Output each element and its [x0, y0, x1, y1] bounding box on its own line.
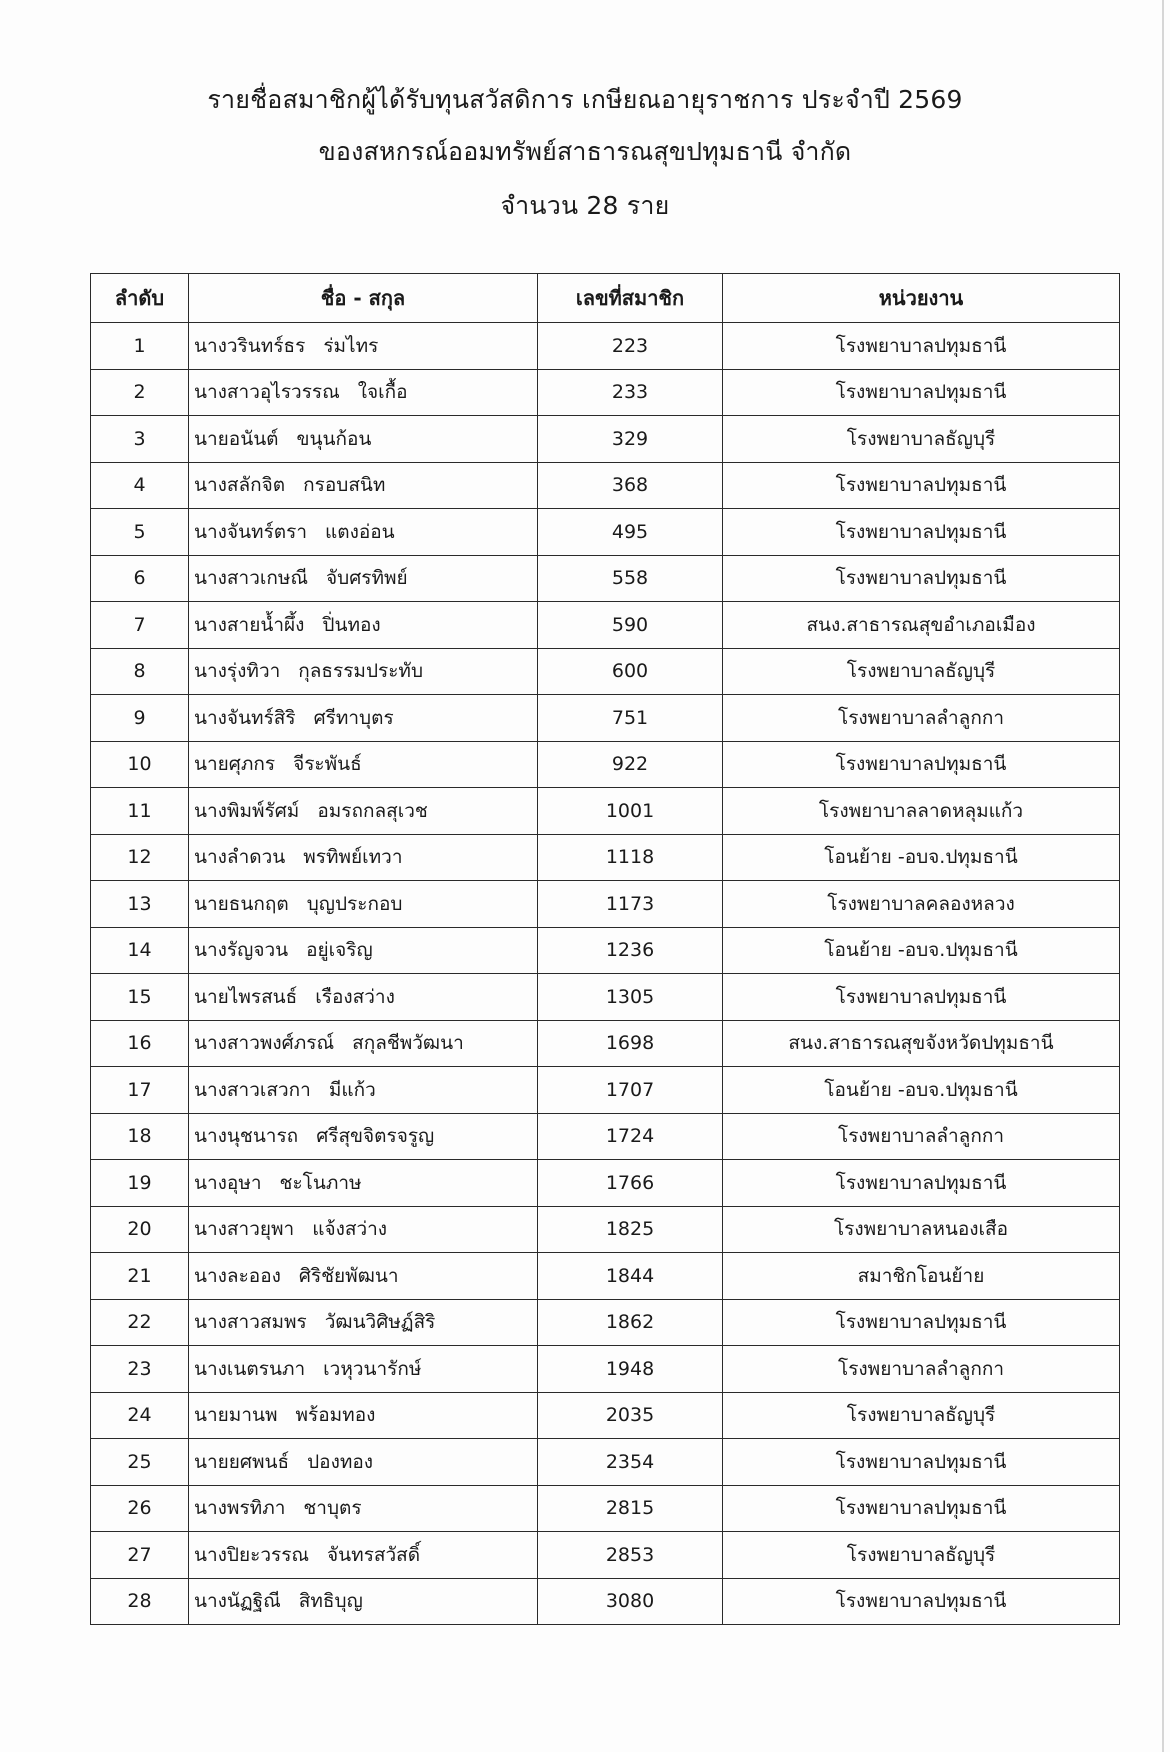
table-row	[91, 462, 1120, 509]
cell-name	[189, 1206, 538, 1253]
cell-member-id: 3080	[538, 1578, 723, 1625]
first-name: นางลำดวน	[194, 846, 286, 869]
cell-member-id: 1948	[538, 1346, 723, 1393]
first-name: นางรุ่งทิวา	[194, 660, 281, 683]
first-name: นางสาวเสวกา	[194, 1078, 311, 1101]
table-row	[91, 648, 1120, 695]
table-row	[91, 1113, 1120, 1160]
first-name: นางนัฏฐิณี	[194, 1590, 281, 1613]
cell-name	[189, 648, 538, 695]
first-name: นายมานพ	[194, 1404, 278, 1427]
table-row	[91, 555, 1120, 602]
cell-order: 16	[91, 1020, 189, 1067]
table-row	[91, 1253, 1120, 1300]
last-name: เวหุวนารักษ์	[323, 1357, 422, 1380]
cell-member-id: 1862	[538, 1299, 723, 1346]
cell-order: 19	[91, 1160, 189, 1207]
cell-member-id: 223	[538, 323, 723, 370]
first-name: นายศุภกร	[194, 753, 276, 776]
cell-name	[189, 834, 538, 881]
cell-name	[189, 1020, 538, 1067]
first-name: นายธนกฤต	[194, 892, 289, 915]
cell-name	[189, 1485, 538, 1532]
table-row	[91, 1299, 1120, 1346]
first-name: นางสาวพงศ์ภรณ์	[194, 1032, 335, 1055]
cell-member-id: 751	[538, 695, 723, 742]
last-name: สกุลชีพวัฒนา	[352, 1032, 464, 1055]
cell-member-id: 1844	[538, 1253, 723, 1300]
table-row	[91, 788, 1120, 835]
cell-department: โรงพยาบาลธัญบุรี	[723, 416, 1120, 463]
organization-name: ของสหกรณ์ออมทรัพย์สาธารณสุขปทุมธานี จำกัด	[318, 137, 852, 166]
last-name: แจ้งสว่าง	[312, 1218, 388, 1241]
cell-department: โรงพยาบาลปทุมธานี	[723, 369, 1120, 416]
cell-department: โรงพยาบาลปทุมธานี	[723, 555, 1120, 602]
cell-order: 28	[91, 1578, 189, 1625]
cell-department: โรงพยาบาลปทุมธานี	[723, 741, 1120, 788]
cell-order: 15	[91, 974, 189, 1021]
cell-member-id: 558	[538, 555, 723, 602]
cell-member-id: 329	[538, 416, 723, 463]
table-row	[91, 927, 1120, 974]
cell-department: โอนย้าย -อบจ.ปทุมธานี	[723, 834, 1120, 881]
last-name: ขนุนก้อน	[296, 427, 372, 450]
cell-order: 4	[91, 462, 189, 509]
cell-order: 10	[91, 741, 189, 788]
cell-order: 13	[91, 881, 189, 928]
cell-department: โรงพยาบาลหนองเสือ	[723, 1206, 1120, 1253]
cell-name	[189, 1392, 538, 1439]
cell-name	[189, 1067, 538, 1114]
cell-name	[189, 741, 538, 788]
cell-member-id: 1173	[538, 881, 723, 928]
cell-department: โรงพยาบาลลำลูกกา	[723, 1346, 1120, 1393]
cell-member-id: 922	[538, 741, 723, 788]
cell-order: 20	[91, 1206, 189, 1253]
cell-member-id: 1118	[538, 834, 723, 881]
cell-name	[189, 974, 538, 1021]
cell-department: สมาชิกโอนย้าย	[723, 1253, 1120, 1300]
first-name: นางสาวสมพร	[194, 1311, 307, 1334]
cell-order: 26	[91, 1485, 189, 1532]
first-name: นางปิยะวรรณ	[194, 1543, 310, 1566]
cell-order: 21	[91, 1253, 189, 1300]
first-name: นางสลักจิต	[194, 474, 286, 497]
first-name: นางสาวอุไรวรรณ	[194, 381, 340, 404]
last-name: ใจเกื้อ	[357, 381, 408, 404]
cell-department: โรงพยาบาลลาดหลุมแก้ว	[723, 788, 1120, 835]
first-name: นางรัญจวน	[194, 939, 289, 962]
last-name: ศรีสุขจิตรจรูญ	[316, 1125, 435, 1148]
cell-name	[189, 1160, 538, 1207]
first-name: นางจันทร์ตรา	[194, 520, 307, 543]
cell-department: สนง.สาธารณสุขอำเภอเมือง	[723, 602, 1120, 649]
table-row	[91, 1160, 1120, 1207]
member-count: จำนวน 28 ราย	[500, 191, 670, 220]
table-row	[91, 1392, 1120, 1439]
cell-department: โรงพยาบาลคลองหลวง	[723, 881, 1120, 928]
cell-member-id: 2815	[538, 1485, 723, 1532]
table-row	[91, 323, 1120, 370]
cell-order: 3	[91, 416, 189, 463]
table-row	[91, 1532, 1120, 1579]
cell-order: 7	[91, 602, 189, 649]
cell-order: 14	[91, 927, 189, 974]
last-name: เรืองสว่าง	[315, 985, 395, 1008]
cell-member-id: 233	[538, 369, 723, 416]
first-name: นางนุชนารถ	[194, 1125, 299, 1148]
cell-department: สนง.สาธารณสุขจังหวัดปทุมธานี	[723, 1020, 1120, 1067]
last-name: อยู่เจริญ	[306, 939, 373, 962]
cell-member-id: 1707	[538, 1067, 723, 1114]
cell-order: 22	[91, 1299, 189, 1346]
cell-order: 17	[91, 1067, 189, 1114]
last-name: ศิริชัยพัฒนา	[298, 1264, 399, 1287]
cell-member-id: 495	[538, 509, 723, 556]
cell-member-id: 1305	[538, 974, 723, 1021]
last-name: สิทธิบุญ	[298, 1590, 363, 1613]
cell-member-id: 1001	[538, 788, 723, 835]
cell-department: โรงพยาบาลปทุมธานี	[723, 462, 1120, 509]
cell-name	[189, 1113, 538, 1160]
cell-department: โรงพยาบาลปทุมธานี	[723, 509, 1120, 556]
column-header-member-id: เลขที่สมาชิก	[538, 274, 723, 323]
last-name: จันทรสวัสดิ์	[327, 1543, 421, 1566]
cell-department: โรงพยาบาลปทุมธานี	[723, 1299, 1120, 1346]
table-row	[91, 1485, 1120, 1532]
table-row	[91, 1206, 1120, 1253]
cell-name	[189, 369, 538, 416]
first-name: นางจันทร์สิริ	[194, 706, 296, 729]
first-name: นายอนันต์	[194, 427, 279, 450]
member-table-container	[90, 273, 1115, 1625]
table-row	[91, 881, 1120, 928]
first-name: นายยศพนธ์	[194, 1450, 290, 1473]
column-header-name: ชื่อ - สกุล	[189, 274, 538, 323]
first-name: นางสายน้ำผึ้ง	[194, 613, 305, 636]
first-name: นางอุษา	[194, 1171, 262, 1194]
cell-name	[189, 1299, 538, 1346]
last-name: ชาบุตร	[303, 1497, 362, 1520]
cell-department: โรงพยาบาลปทุมธานี	[723, 1160, 1120, 1207]
cell-member-id: 2035	[538, 1392, 723, 1439]
cell-department: โรงพยาบาลปทุมธานี	[723, 1485, 1120, 1532]
cell-name	[189, 927, 538, 974]
last-name: ชะโนภาษ	[279, 1171, 362, 1194]
cell-name	[189, 1439, 538, 1486]
last-name: พร้อมทอง	[295, 1404, 376, 1427]
first-name: นางเนตรนภา	[194, 1357, 306, 1380]
cell-member-id: 590	[538, 602, 723, 649]
last-name: จีระพันธ์	[293, 753, 362, 776]
cell-order: 25	[91, 1439, 189, 1486]
first-name: นายไพรสนธ์	[194, 985, 298, 1008]
cell-department: โรงพยาบาลปทุมธานี	[723, 1578, 1120, 1625]
cell-order: 2	[91, 369, 189, 416]
cell-member-id: 368	[538, 462, 723, 509]
last-name: บุญประกอบ	[306, 892, 403, 915]
cell-department: โรงพยาบาลธัญบุรี	[723, 1532, 1120, 1579]
cell-name	[189, 1253, 538, 1300]
cell-order: 24	[91, 1392, 189, 1439]
last-name: แตงอ่อน	[325, 520, 395, 543]
cell-member-id: 1766	[538, 1160, 723, 1207]
cell-name	[189, 788, 538, 835]
last-name: วัฒนวิศิษฏ์สิริ	[324, 1311, 436, 1334]
cell-order: 1	[91, 323, 189, 370]
cell-member-id: 2853	[538, 1532, 723, 1579]
table-row	[91, 974, 1120, 1021]
cell-name	[189, 1578, 538, 1625]
last-name: กรอบสนิท	[303, 474, 386, 497]
cell-name	[189, 881, 538, 928]
cell-name	[189, 695, 538, 742]
last-name: ร่มไทร	[323, 334, 379, 357]
table-row	[91, 834, 1120, 881]
cell-name	[189, 555, 538, 602]
table-row	[91, 509, 1120, 556]
cell-department: โอนย้าย -อบจ.ปทุมธานี	[723, 927, 1120, 974]
last-name: อมรถกลสุเวช	[317, 799, 428, 822]
member-table	[90, 273, 1120, 1625]
first-name: นางพรทิภา	[194, 1497, 286, 1520]
cell-name	[189, 1532, 538, 1579]
cell-order: 27	[91, 1532, 189, 1579]
cell-order: 12	[91, 834, 189, 881]
cell-order: 5	[91, 509, 189, 556]
first-name: นางละออง	[194, 1264, 281, 1287]
last-name: มีแก้ว	[328, 1078, 376, 1101]
cell-member-id: 1236	[538, 927, 723, 974]
table-row	[91, 416, 1120, 463]
table-row	[91, 1346, 1120, 1393]
cell-order: 8	[91, 648, 189, 695]
cell-department: โอนย้าย -อบจ.ปทุมธานี	[723, 1067, 1120, 1114]
cell-member-id: 1825	[538, 1206, 723, 1253]
table-row	[91, 1439, 1120, 1486]
cell-name	[189, 462, 538, 509]
cell-member-id: 1698	[538, 1020, 723, 1067]
page-edge	[1162, 0, 1164, 1752]
cell-order: 9	[91, 695, 189, 742]
cell-member-id: 600	[538, 648, 723, 695]
table-row	[91, 369, 1120, 416]
column-header-order: ลำดับ	[91, 274, 189, 323]
first-name: นางวรินทร์ธร	[194, 334, 306, 357]
first-name: นางพิมพ์รัศม์	[194, 799, 300, 822]
last-name: ปองทอง	[307, 1450, 374, 1473]
cell-name	[189, 602, 538, 649]
table-row	[91, 741, 1120, 788]
table-row	[91, 1020, 1120, 1067]
cell-department: โรงพยาบาลธัญบุรี	[723, 1392, 1120, 1439]
table-header-row	[91, 274, 1120, 323]
table-row	[91, 602, 1120, 649]
table-row	[91, 695, 1120, 742]
cell-order: 6	[91, 555, 189, 602]
cell-name	[189, 323, 538, 370]
table-row	[91, 1067, 1120, 1114]
last-name: ปิ่นทอง	[322, 613, 381, 636]
column-header-department: หน่วยงาน	[723, 274, 1120, 323]
cell-order: 23	[91, 1346, 189, 1393]
cell-department: โรงพยาบาลลำลูกกา	[723, 1113, 1120, 1160]
cell-member-id: 1724	[538, 1113, 723, 1160]
cell-department: โรงพยาบาลปทุมธานี	[723, 1439, 1120, 1486]
cell-department: โรงพยาบาลปทุมธานี	[723, 974, 1120, 1021]
cell-department: โรงพยาบาลลำลูกกา	[723, 695, 1120, 742]
cell-department: โรงพยาบาลธัญบุรี	[723, 648, 1120, 695]
cell-order: 11	[91, 788, 189, 835]
table-row	[91, 1578, 1120, 1625]
last-name: พรทิพย์เทวา	[303, 846, 403, 869]
last-name: ศรีทาบุตร	[313, 706, 394, 729]
cell-name	[189, 509, 538, 556]
cell-member-id: 2354	[538, 1439, 723, 1486]
document-title: รายชื่อสมาชิกผู้ได้รับทุนสวัสดิการ เกษียณอายุราชการ ประจำปี 2569	[207, 85, 963, 114]
last-name: กุลธรรมประทับ	[298, 660, 424, 683]
cell-department: โรงพยาบาลปทุมธานี	[723, 323, 1120, 370]
first-name: นางสาวยุพา	[194, 1218, 295, 1241]
cell-name	[189, 416, 538, 463]
last-name: จับศรทิพย์	[326, 567, 408, 590]
table-body	[91, 323, 1120, 1625]
cell-order: 18	[91, 1113, 189, 1160]
first-name: นางสาวเกษณี	[194, 567, 309, 590]
cell-name	[189, 1346, 538, 1393]
